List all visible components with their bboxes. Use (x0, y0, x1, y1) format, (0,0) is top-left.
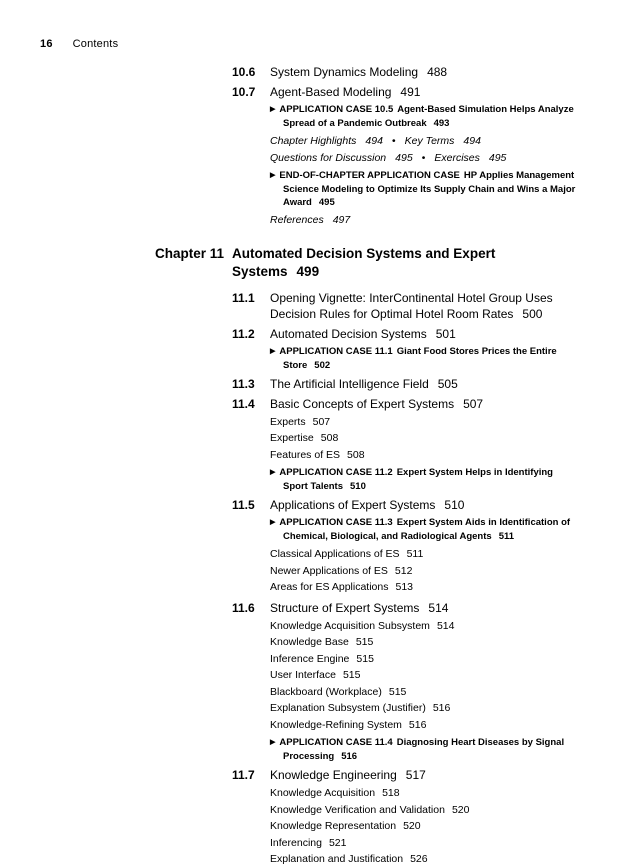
section-title: Knowledge Engineering 517 (270, 768, 426, 782)
section-number: 10.7 (232, 85, 256, 99)
application-case-label: APPLICATION CASE 11.4 (279, 737, 393, 748)
section-number: 11.2 (232, 326, 255, 341)
application-case-label: APPLICATION CASE 11.1 (279, 345, 393, 357)
subtopic-title: Knowledge Representation 520 (270, 820, 421, 832)
toc-chapter-heading (155, 245, 579, 281)
toc-section-entry (155, 497, 579, 513)
toc-subtopic-entry (155, 430, 579, 447)
backmatter-page-number: 495 (395, 151, 413, 164)
backmatter-title: References 497 (270, 214, 351, 226)
section-title: Opening Vignette: InterContinental Hotel Group Uses Decision Rules for Optimal Hotel Room Rates 500 (270, 290, 553, 321)
toc-subtopic-entry (155, 651, 579, 668)
section-page-number: 505 (437, 376, 458, 391)
toc-application-case-entry (155, 736, 579, 763)
subtopic-page-number: 515 (342, 669, 361, 681)
toc-section-entry (155, 767, 579, 783)
backmatter-page-number: 494 (463, 135, 481, 147)
toc-subtopic-entry (155, 667, 579, 684)
section-number: 11.1 (232, 290, 255, 305)
triangle-marker-icon: ▶ (270, 106, 276, 113)
subtopic-page-number: 516 (432, 702, 451, 714)
subtopic-title: Expertise 508 (270, 432, 339, 444)
toc-subtopic-entry (155, 563, 579, 580)
toc-section-entry (155, 64, 579, 80)
application-case-page-number: 511 (498, 531, 515, 542)
subtopic-page-number: 512 (394, 564, 413, 577)
toc-subtopic-entry (155, 618, 579, 635)
backmatter-page-number: 497 (332, 214, 351, 226)
toc-list (155, 60, 579, 868)
subtopic-title: Inferencing 521 (270, 836, 347, 849)
backmatter-title: Questions for Discussion 495 (270, 151, 413, 164)
section-page-number: 507 (463, 396, 484, 411)
section-title: Agent-Based Modeling 491 (270, 85, 421, 99)
toc-backmatter-entry (155, 133, 579, 150)
section-title: The Artificial Intelligence Field 505 (270, 376, 458, 391)
toc-subtopic-entry (155, 802, 579, 819)
toc-subtopic-entry (155, 851, 579, 868)
toc-subtopic-entry (155, 700, 579, 717)
application-case-title: Agent-Based Simulation Helps Analyze Spread of a Pandemic Outbreak 493 (283, 104, 574, 129)
toc-subtopic-entry (155, 835, 579, 852)
subtopic-page-number: 520 (451, 803, 470, 816)
subtopic-title: Knowledge Acquisition Subsystem 514 (270, 619, 455, 632)
toc-subtopic-entry (155, 634, 579, 651)
application-case-page-number: 516 (341, 751, 358, 762)
subtopic-title: Classical Applications of ES 511 (270, 548, 424, 560)
subtopic-title: Knowledge Verification and Validation 520 (270, 803, 470, 816)
toc-section-entry (155, 396, 579, 412)
application-case-label: APPLICATION CASE 10.5 (279, 104, 394, 115)
subtopic-title: User Interface 515 (270, 669, 361, 681)
toc-subtopic-entry (155, 546, 579, 563)
subtopic-title: Knowledge-Refining System 516 (270, 718, 427, 731)
toc-subtopic-entry (155, 684, 579, 701)
toc-section-entry (155, 290, 579, 322)
application-case-label: APPLICATION CASE 11.3 (279, 517, 393, 528)
subtopic-page-number: 508 (347, 448, 365, 461)
chapter-page-number: 499 (296, 263, 320, 279)
toc-subtopic-entry (155, 717, 579, 734)
application-case-title: HP Applies Management Science Modeling to Optimize Its Supply Chain and Wins a Major Award 495 (283, 170, 576, 208)
subtopic-title: Newer Applications of ES 512 (270, 564, 413, 577)
application-case-title: Expert System Aids in Identification of Chemical, Biological, and Radiological Agents 511 (283, 517, 571, 542)
subtopic-title: Blackboard (Workplace) 515 (270, 685, 407, 698)
toc-subtopic-entry (155, 447, 579, 464)
running-head-title: Contents (72, 38, 119, 50)
subtopic-page-number: 507 (312, 415, 331, 428)
subtopic-page-number: 513 (395, 581, 414, 593)
toc-application-case-entry (155, 169, 579, 209)
application-case-title: Expert System Helps in Identifying Sport Talents 510 (283, 467, 553, 492)
section-number: 11.5 (232, 498, 255, 512)
toc-backmatter-entry (155, 150, 579, 167)
subtopic-title: Explanation Subsystem (Justifier) 516 (270, 702, 451, 714)
subtopic-title: Inference Engine 515 (270, 652, 374, 665)
subtopic-title: Knowledge Base 515 (270, 636, 374, 648)
toc-subtopic-entry (155, 818, 579, 835)
triangle-marker-icon: ▶ (270, 172, 276, 179)
section-number: 11.6 (232, 600, 255, 615)
subtopic-page-number: 521 (328, 836, 347, 849)
toc-subtopic-entry (155, 579, 579, 596)
backmatter-title: Chapter Highlights 494 (270, 135, 383, 147)
toc-application-case-entry (155, 466, 579, 493)
section-number: 11.7 (232, 768, 255, 782)
application-case-label: APPLICATION CASE 11.2 (279, 467, 393, 478)
toc-subtopic-entry (155, 785, 579, 802)
bullet-separator: • (391, 135, 396, 147)
section-page-number: 501 (435, 326, 456, 341)
backmatter-page-number: 495 (488, 151, 507, 164)
subtopic-page-number: 515 (355, 636, 374, 648)
section-title: Basic Concepts of Expert Systems 507 (270, 396, 484, 411)
application-case-page-number: 510 (350, 481, 366, 492)
running-head (40, 38, 118, 50)
application-case-title: Giant Food Stores Prices the Entire Store 502 (283, 345, 557, 371)
section-page-number: 488 (427, 65, 448, 79)
toc-section-entry (155, 326, 579, 342)
toc-backmatter-entry (155, 212, 579, 229)
section-page-number: 491 (400, 85, 421, 99)
subtopic-title: Knowledge Acquisition 518 (270, 787, 400, 799)
backmatter-title: Exercises 495 (434, 151, 507, 164)
section-title: Automated Decision Systems 501 (270, 326, 456, 341)
application-case-title: Diagnosing Heart Diseases by Signal Processing 516 (283, 737, 565, 762)
backmatter-title: Key Terms 494 (404, 135, 481, 147)
toc-application-case-entry (155, 516, 579, 543)
section-page-number: 517 (405, 768, 426, 782)
toc-subtopic-entry (155, 414, 579, 431)
section-title: Applications of Expert Systems 510 (270, 498, 465, 512)
application-case-page-number: 493 (433, 118, 450, 129)
section-number: 10.6 (232, 65, 256, 79)
triangle-marker-icon: ▶ (270, 519, 276, 526)
bullet-separator: • (421, 151, 426, 164)
chapter-label: Chapter 11 (155, 245, 225, 261)
page-number-folio: 16 (40, 38, 53, 50)
application-case-label: END-OF-CHAPTER APPLICATION CASE (279, 170, 460, 181)
subtopic-page-number: 508 (320, 432, 339, 444)
subtopic-title: Explanation and Justification 526 (270, 853, 428, 865)
section-title: Structure of Expert Systems 514 (270, 600, 449, 615)
backmatter-page-number: 494 (365, 135, 383, 147)
application-case-page-number: 502 (314, 359, 331, 371)
subtopic-page-number: 526 (410, 853, 428, 865)
toc-application-case-entry (155, 103, 579, 130)
subtopic-title: Areas for ES Applications 513 (270, 581, 414, 593)
triangle-marker-icon: ▶ (270, 739, 276, 746)
chapter-title: Automated Decision Systems and Expert Systems 499 (232, 245, 496, 279)
toc-application-case-entry (155, 345, 579, 372)
application-case-page-number: 495 (318, 197, 335, 208)
subtopic-page-number: 515 (388, 685, 407, 698)
section-number: 11.4 (232, 396, 255, 411)
subtopic-title: Features of ES 508 (270, 448, 365, 461)
subtopic-page-number: 515 (356, 652, 374, 665)
triangle-marker-icon: ▶ (270, 347, 276, 355)
toc-section-entry (155, 84, 579, 100)
subtopic-page-number: 514 (436, 619, 455, 632)
subtopic-page-number: 520 (403, 820, 421, 832)
subtopic-title: Experts 507 (270, 415, 331, 428)
triangle-marker-icon: ▶ (270, 469, 276, 476)
section-number: 11.3 (232, 376, 255, 391)
subtopic-page-number: 518 (382, 787, 400, 799)
toc-section-entry (155, 376, 579, 392)
subtopic-page-number: 511 (406, 548, 424, 560)
section-title: System Dynamics Modeling 488 (270, 65, 448, 79)
section-page-number: 500 (522, 306, 543, 321)
subtopic-page-number: 516 (408, 718, 427, 731)
section-page-number: 514 (428, 600, 449, 615)
section-page-number: 510 (444, 498, 465, 512)
toc-section-entry (155, 600, 579, 616)
